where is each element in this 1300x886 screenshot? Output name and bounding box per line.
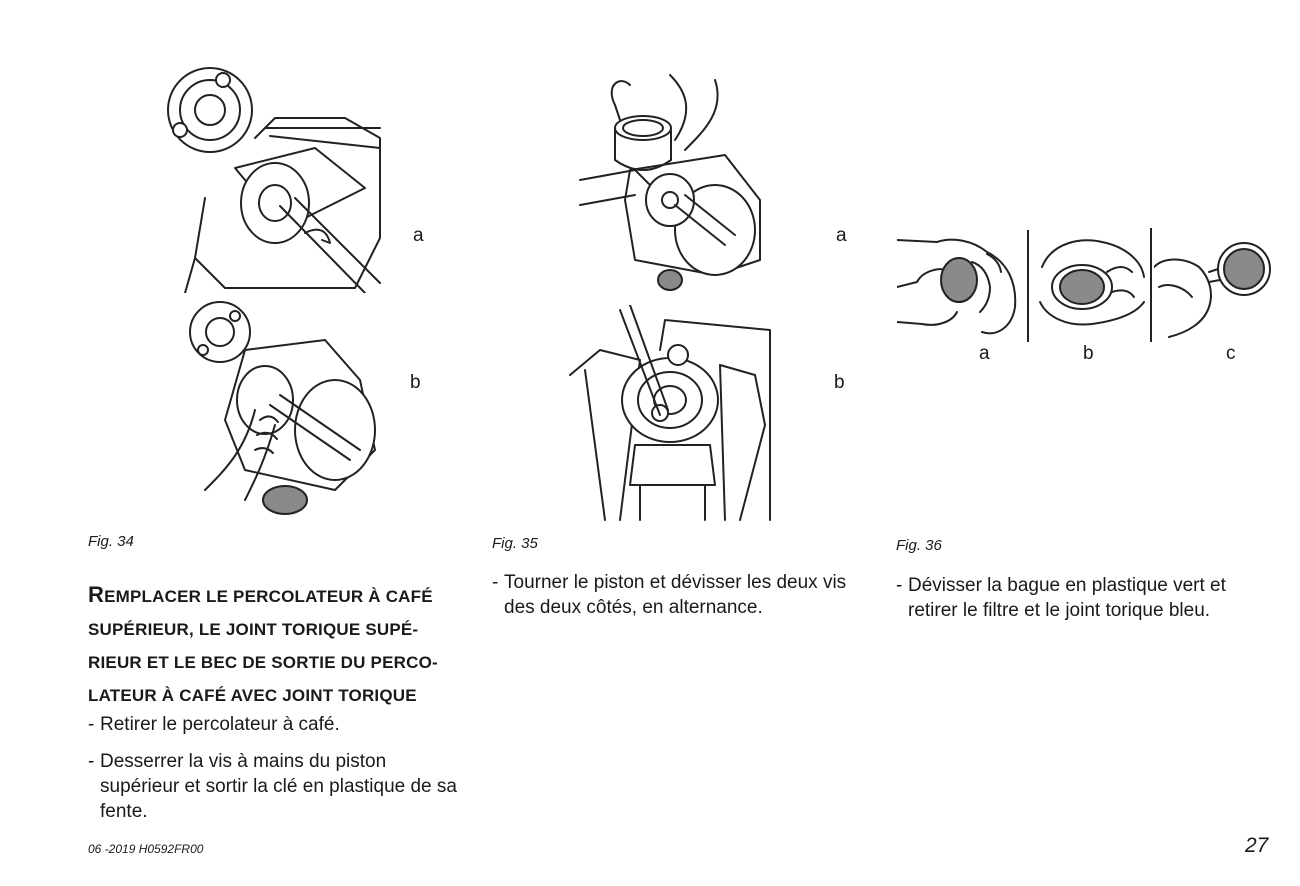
figure-35b-illustration	[560, 305, 775, 523]
figure-35a-illustration	[575, 70, 775, 295]
figure-36-caption: Fig. 36	[896, 537, 942, 554]
figure-34-caption: Fig. 34	[88, 533, 134, 550]
heading-initial: R	[88, 582, 105, 607]
figure-35a-label: a	[836, 225, 847, 246]
figure-34b-label: b	[410, 372, 421, 393]
section-heading	[88, 578, 468, 712]
column-1-steps	[88, 712, 468, 836]
list-item: - Dévisser la bague en plastique vert et retirer le filtre et le joint torique bleu.	[896, 575, 1226, 621]
step-text: Retirer le percolateur à café.	[100, 714, 340, 735]
column-2-steps	[492, 570, 857, 632]
figure-36c-illustration	[1154, 232, 1276, 340]
figure-36c-label: c	[1226, 343, 1236, 364]
step-text: Desserrer la vis à mains du piston supérieur et sortir la clé en plastique de sa fente.	[100, 751, 457, 822]
figure-34a-label: a	[413, 225, 424, 246]
figure-34b-illustration	[185, 300, 385, 522]
document-code: 06 -2019 H0592FR00	[88, 842, 204, 856]
list-item: - Retirer le percolateur à café.	[88, 714, 340, 735]
column-3-steps	[896, 573, 1266, 635]
list-item: - Desserrer la vis à mains du piston supérieur et sortir la clé en plastique de sa fente.	[88, 751, 457, 822]
figure-34a-illustration	[155, 58, 385, 293]
figure-36b-label: b	[1083, 343, 1094, 364]
page-number: 27	[1245, 834, 1269, 857]
figure-36a-label: a	[979, 343, 990, 364]
figure-36-divider-2	[1150, 228, 1152, 342]
step-text: Dévisser la bague en plastique vert et retirer le filtre et le joint torique bleu.	[908, 575, 1226, 621]
heading-text: EMPLACER LE PERCOLATEUR À CAFÉ SUPÉRIEUR, LE JOINT TORIQUE SUPÉ-RIEUR ET LE BEC DE SORTIE DU PERCO-LATEUR À CAFÉ AVEC JOINT TORIQUE	[88, 587, 438, 705]
figure-36a-illustration	[897, 232, 1025, 344]
list-item: - Tourner le piston et dévisser les deux vis des deux côtés, en alternance.	[492, 572, 847, 618]
figure-36-divider-1	[1027, 230, 1029, 342]
step-text: Tourner le piston et dévisser les deux vis des deux côtés, en alternance.	[504, 572, 847, 618]
figure-36b-illustration	[1032, 232, 1148, 332]
figure-35b-label: b	[834, 372, 845, 393]
figure-35-caption: Fig. 35	[492, 535, 538, 552]
